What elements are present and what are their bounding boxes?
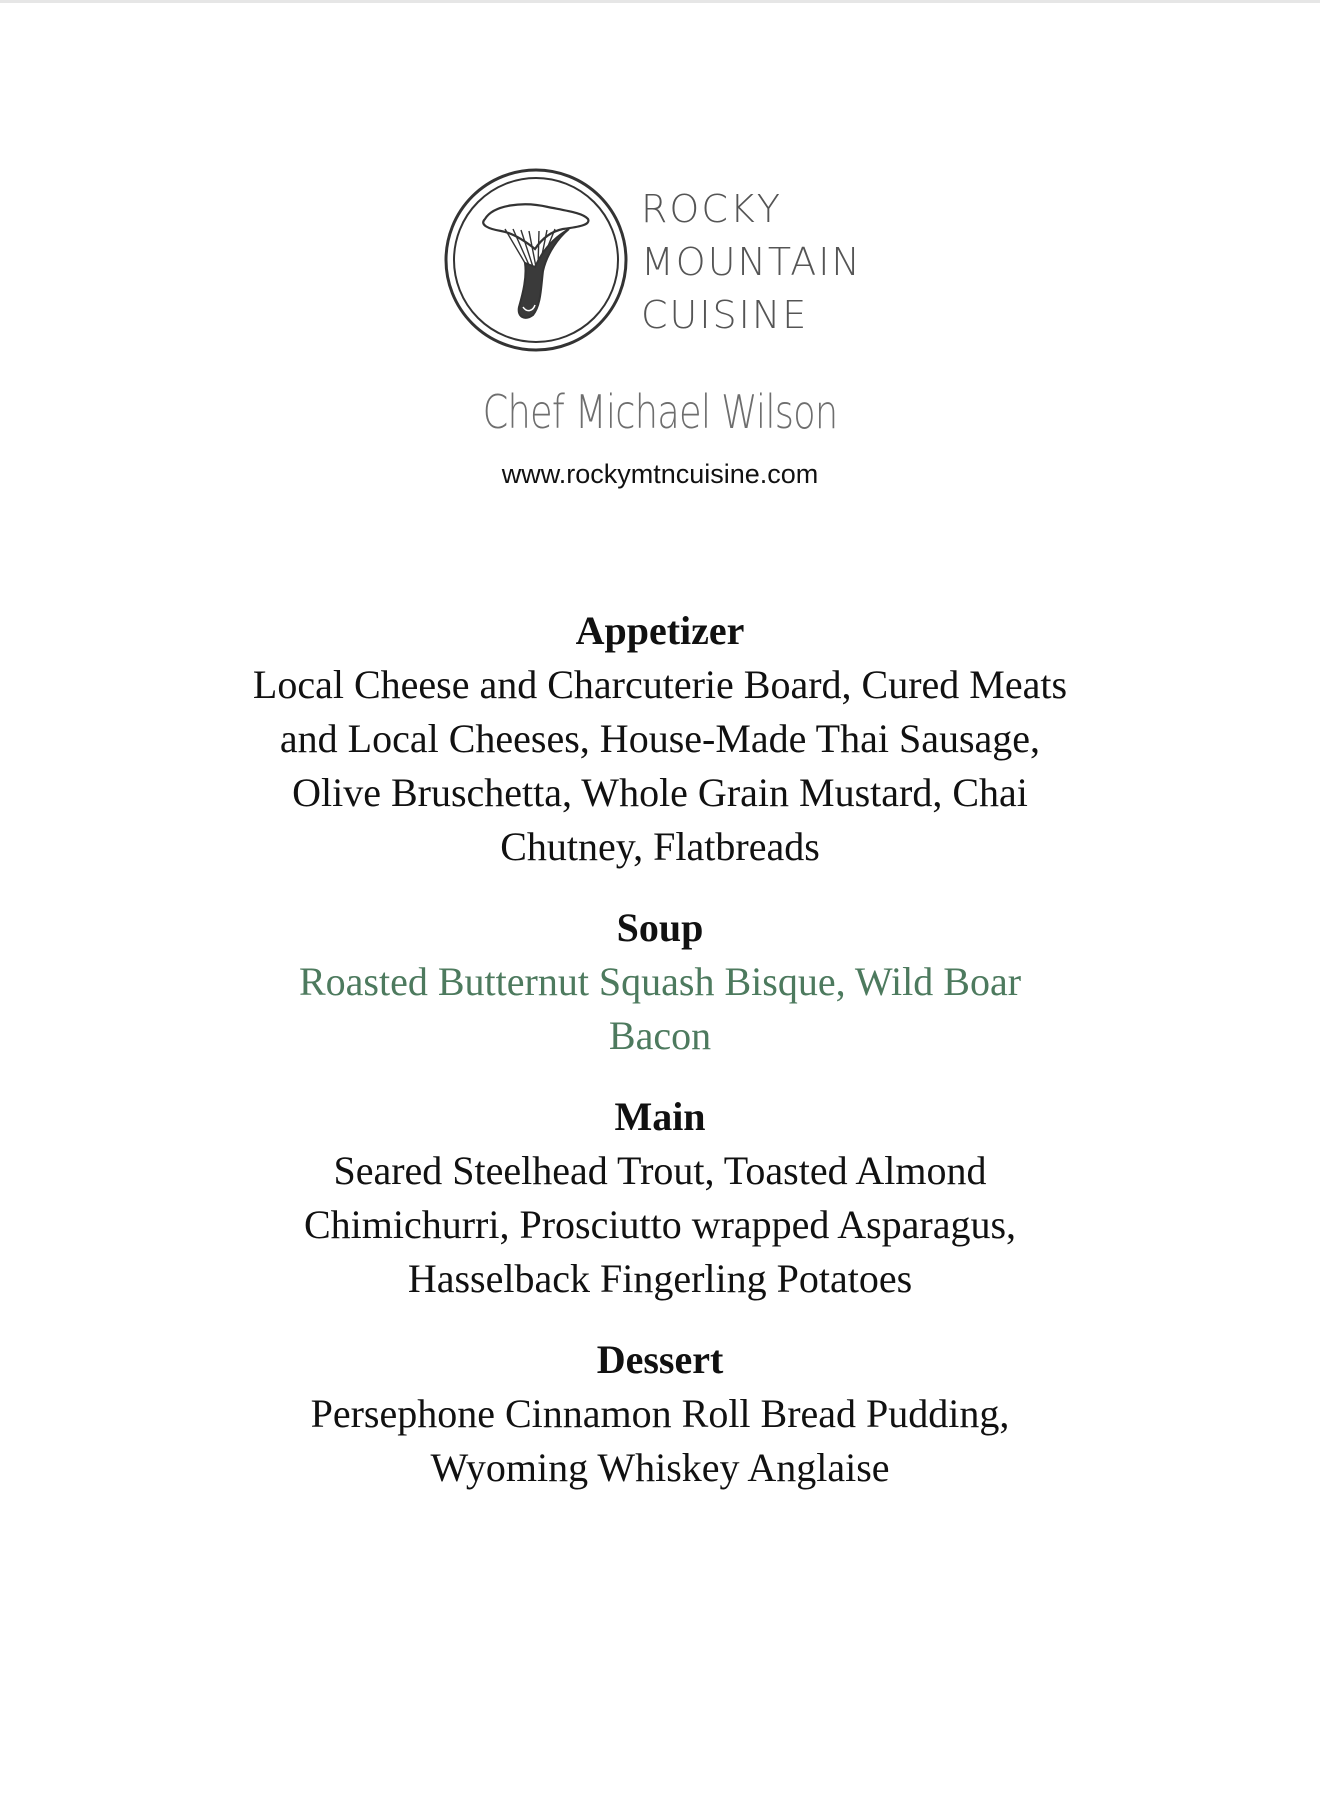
- website-url: www.rockymtncuisine.com: [501, 459, 819, 489]
- course-line: Seared Steelhead Trout, Toasted Almond: [333, 1148, 987, 1193]
- course-line: Chimichurri, Prosciutto wrapped Asparagus,: [303, 1202, 1017, 1247]
- chef-name: Chef Michael Wilson: [482, 385, 838, 439]
- course-line: Olive Bruschetta, Whole Grain Mustard, Chai: [292, 770, 1028, 815]
- course-line: Persephone Cinnamon Roll Bread Pudding,: [310, 1391, 1010, 1436]
- chanterelle-mushroom-icon: [443, 167, 629, 353]
- brand-line-2: MOUNTAIN: [641, 240, 862, 284]
- course-description: [160, 658, 1160, 874]
- course-heading: Soup: [616, 905, 704, 950]
- course-line: Wyoming Whiskey Anglaise: [430, 1445, 890, 1490]
- top-divider: [0, 0, 1320, 3]
- course-line: Bacon: [608, 1013, 712, 1058]
- brand-wordmark: [641, 183, 862, 342]
- course-description: [160, 955, 1160, 1063]
- course-line: Local Cheese and Charcuterie Board, Cured Meats: [252, 662, 1068, 707]
- course-description: [160, 1387, 1160, 1495]
- course-heading: Appetizer: [575, 608, 745, 653]
- brand-logo: [443, 167, 883, 353]
- brand-line-1: ROCKY: [641, 187, 782, 231]
- course-heading: Main: [614, 1094, 706, 1139]
- course-dessert: [160, 1333, 1160, 1495]
- course-line: Hasselback Fingerling Potatoes: [407, 1256, 913, 1301]
- course-line: and Local Cheeses, House-Made Thai Sausage,: [279, 716, 1041, 761]
- menu: [160, 604, 1160, 1522]
- course-heading: Dessert: [596, 1337, 724, 1382]
- brand-line-3: CUISINE: [641, 293, 809, 337]
- course-line: Roasted Butternut Squash Bisque, Wild Boar: [298, 959, 1022, 1004]
- course-description: [160, 1144, 1160, 1306]
- course-soup: [160, 901, 1160, 1063]
- course-appetizer: [160, 604, 1160, 874]
- course-main: [160, 1090, 1160, 1306]
- course-line: Chutney, Flatbreads: [500, 824, 820, 869]
